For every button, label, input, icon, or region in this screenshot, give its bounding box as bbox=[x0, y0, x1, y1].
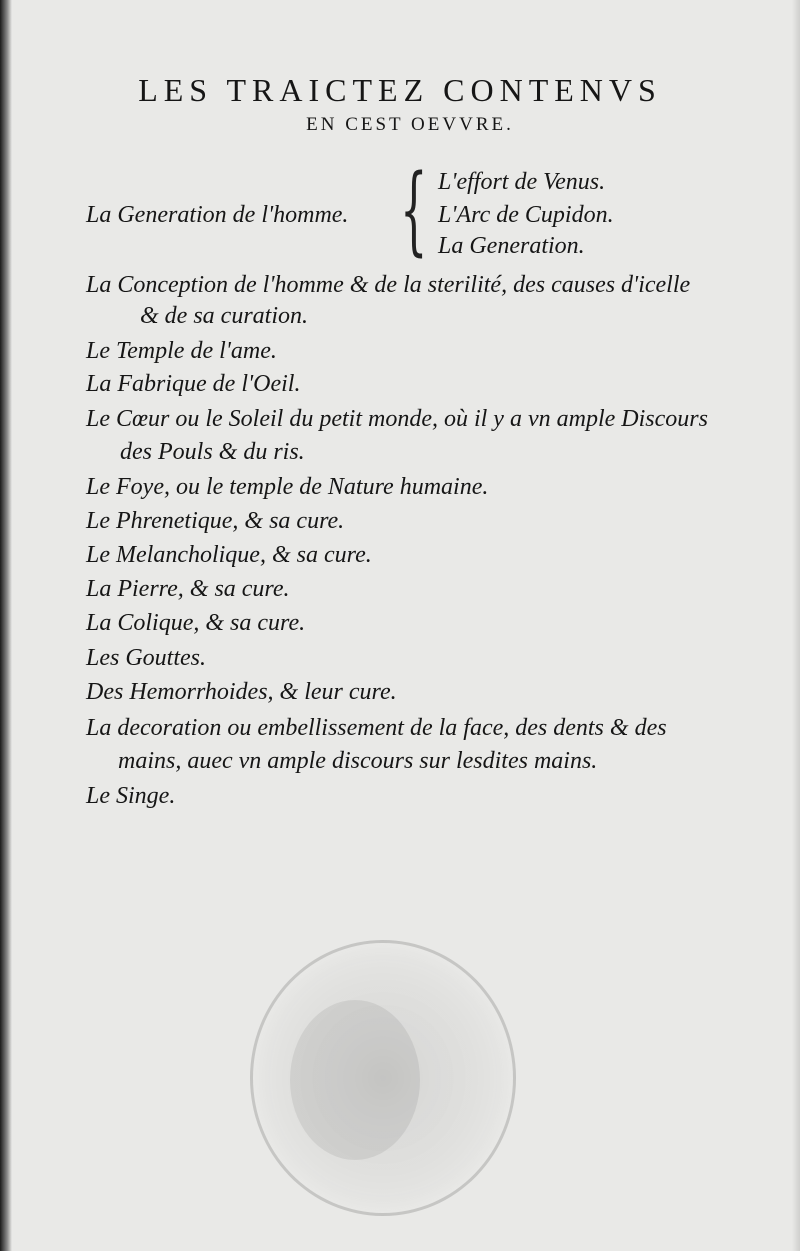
toc-entry-line: Le Temple de l'ame. bbox=[86, 338, 277, 364]
page-left-edge bbox=[0, 0, 12, 1251]
generation-part: L'Arc de Cupidon. bbox=[438, 202, 614, 228]
generation-label: La Generation de l'homme. bbox=[86, 202, 349, 228]
toc-entry-line: La decoration ou embellissement de la face, des dents & des bbox=[86, 715, 667, 741]
toc-entry-line: Le Phrenetique, & sa cure. bbox=[86, 508, 345, 534]
toc-entry-line: des Pouls & du ris. bbox=[120, 439, 305, 465]
generation-part: L'effort de Venus. bbox=[438, 169, 606, 195]
toc-entry-line: & de sa curation. bbox=[140, 303, 308, 329]
generation-part: La Generation. bbox=[438, 233, 585, 259]
toc-entry-line: Le Foye, ou le temple de Nature humaine. bbox=[86, 474, 489, 500]
page-right-edge bbox=[792, 0, 800, 1251]
toc-entry-line: La Colique, & sa cure. bbox=[86, 610, 306, 636]
toc-entry-line: La Fabrique de l'Oeil. bbox=[86, 371, 301, 397]
toc-entry-line: mains, auec vn ample discours sur lesdites mains. bbox=[118, 748, 598, 774]
toc-entry-line: Le Cœur ou le Soleil du petit monde, où il y a vn ample Discours bbox=[86, 406, 708, 432]
toc-entry-line: La Conception de l'homme & de la sterilité, des causes d'icelle bbox=[86, 272, 691, 298]
page-title: LES TRAICTEZ CONTENVS bbox=[138, 72, 662, 108]
toc-entry-line: Les Gouttes. bbox=[86, 645, 206, 671]
toc-entry-line: Des Hemorrhoides, & leur cure. bbox=[86, 679, 397, 705]
brace-mark: { bbox=[400, 154, 428, 266]
page-subtitle: EN CEST OEVVRE. bbox=[306, 114, 514, 135]
toc-entry-line: La Pierre, & sa cure. bbox=[86, 576, 290, 602]
stamp-portrait-bleed bbox=[290, 1000, 420, 1160]
toc-entry-line: Le Singe. bbox=[86, 783, 176, 809]
toc-entry-line: Le Melancholique, & sa cure. bbox=[86, 542, 372, 568]
